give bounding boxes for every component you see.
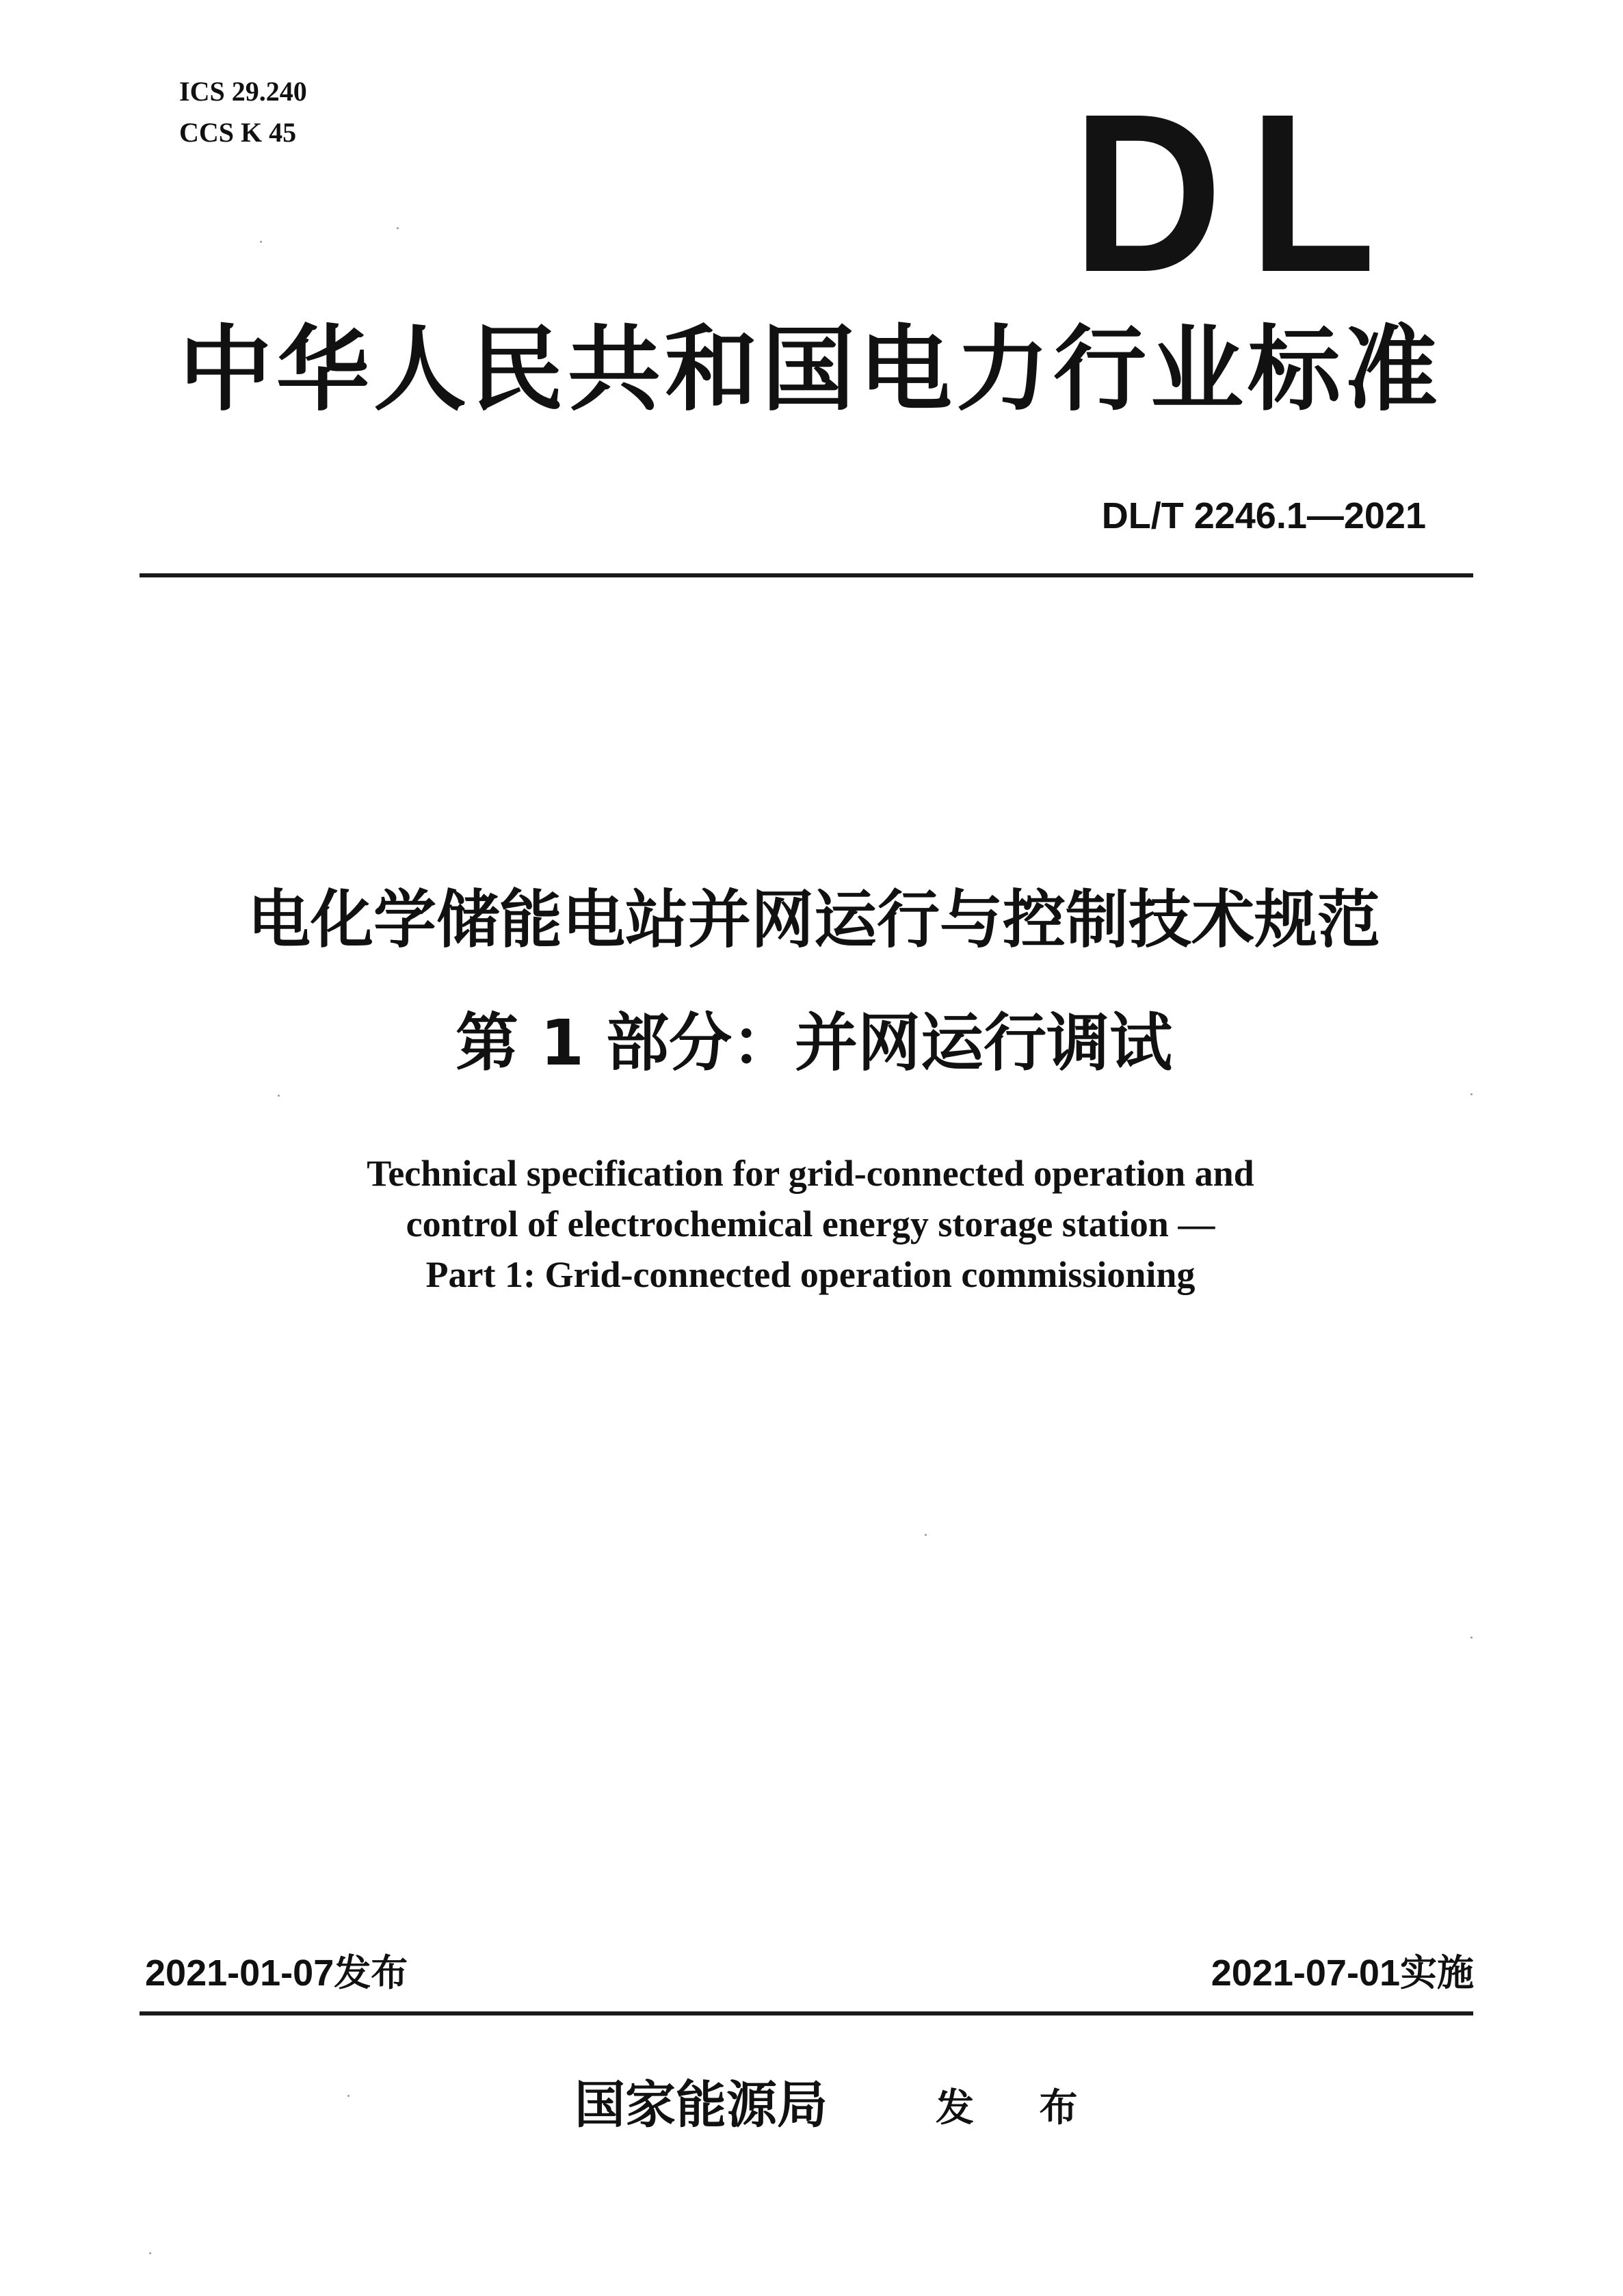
chinese-title-line-1: 电化学储能电站并网运行与控制技术规范: [247, 883, 1380, 956]
scan-speck: [347, 2095, 349, 2097]
english-title-line-3: Part 1: Grid-connected operation commissioning: [425, 1254, 1196, 1295]
scan-speck: [1470, 1636, 1473, 1639]
standard-category-title: 中华人民共和国电力行业标准: [179, 315, 1442, 424]
ccs-code: CCS K 45: [179, 117, 297, 148]
chinese-title-line-2: 第 1 部分：并网运行调试: [455, 1006, 1173, 1080]
bottom-divider: [140, 2011, 1473, 2015]
standard-number: DL/T 2246.1—2021: [1101, 495, 1426, 536]
top-divider: [140, 573, 1473, 577]
scan-speck: [278, 1095, 280, 1097]
implementation-date: 2021-07-01实施: [1211, 1953, 1474, 1994]
scan-speck: [149, 2252, 151, 2254]
logo-letter-l: L: [1249, 66, 1376, 319]
issue-date: 2021-01-07发布: [145, 1953, 408, 1994]
dl-logo: [1072, 66, 1387, 319]
english-title-line-1: Technical specification for grid-connected operation and: [367, 1153, 1254, 1194]
scan-speck: [260, 241, 262, 243]
scan-speck: [397, 227, 399, 229]
publish-label: 发 布: [936, 2085, 1104, 2130]
logo-letter-d: D: [1072, 66, 1223, 319]
scan-speck: [925, 1534, 927, 1536]
scan-speck: [1470, 1093, 1473, 1095]
ics-code: ICS 29.240: [179, 76, 307, 107]
english-title-line-2: control of electrochemical energy storage station —: [406, 1203, 1215, 1244]
publisher-name: 国家能源局: [575, 2076, 828, 2135]
